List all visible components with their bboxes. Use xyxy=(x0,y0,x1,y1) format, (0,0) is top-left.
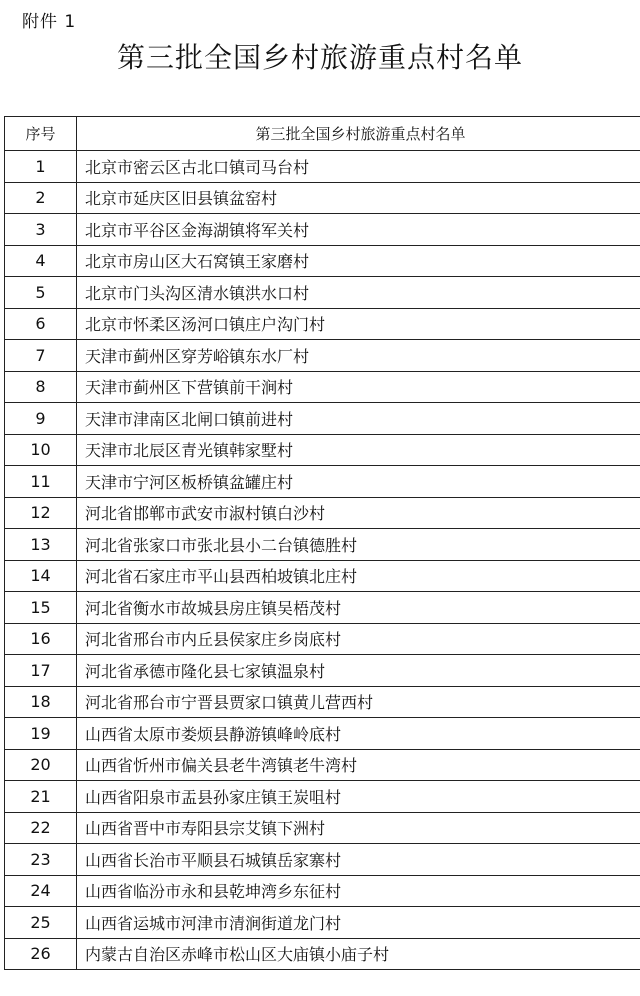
row-number: 13 xyxy=(5,529,77,561)
table-row xyxy=(5,812,640,844)
village-name: 内蒙古自治区赤峰市松山区大庙镇小庙子村 xyxy=(77,938,640,970)
village-name: 山西省太原市娄烦县静游镇峰岭底村 xyxy=(77,718,640,750)
row-number: 6 xyxy=(5,308,77,340)
table-row xyxy=(5,403,640,435)
village-name: 山西省运城市河津市清涧街道龙门村 xyxy=(77,907,640,939)
row-number: 24 xyxy=(5,875,77,907)
table-row xyxy=(5,245,640,277)
village-name: 天津市蓟州区穿芳峪镇东水厂村 xyxy=(77,340,640,372)
row-number: 26 xyxy=(5,938,77,970)
row-number: 25 xyxy=(5,907,77,939)
village-name: 山西省阳泉市盂县孙家庄镇王炭咀村 xyxy=(77,781,640,813)
table-body xyxy=(5,151,640,970)
table-row xyxy=(5,749,640,781)
table-row xyxy=(5,214,640,246)
column-header-number: 序号 xyxy=(5,117,77,151)
table-row xyxy=(5,497,640,529)
table-row xyxy=(5,340,640,372)
row-number: 17 xyxy=(5,655,77,687)
village-name: 北京市延庆区旧县镇盆窑村 xyxy=(77,182,640,214)
row-number: 21 xyxy=(5,781,77,813)
table-row xyxy=(5,938,640,970)
village-name: 北京市房山区大石窝镇王家磨村 xyxy=(77,245,640,277)
village-name: 天津市蓟州区下营镇前干涧村 xyxy=(77,371,640,403)
column-header-village-name: 第三批全国乡村旅游重点村名单 xyxy=(77,117,640,151)
row-number: 1 xyxy=(5,151,77,183)
row-number: 16 xyxy=(5,623,77,655)
row-number: 2 xyxy=(5,182,77,214)
village-name: 山西省忻州市偏关县老牛湾镇老牛湾村 xyxy=(77,749,640,781)
village-name: 山西省晋中市寿阳县宗艾镇下洲村 xyxy=(77,812,640,844)
row-number: 9 xyxy=(5,403,77,435)
row-number: 8 xyxy=(5,371,77,403)
table-row xyxy=(5,718,640,750)
table-row xyxy=(5,781,640,813)
village-name: 河北省邢台市内丘县侯家庄乡岗底村 xyxy=(77,623,640,655)
row-number: 18 xyxy=(5,686,77,718)
document-title: 第三批全国乡村旅游重点村名单 xyxy=(116,41,523,74)
village-name: 天津市宁河区板桥镇盆罐庄村 xyxy=(77,466,640,498)
table-row xyxy=(5,655,640,687)
village-name: 北京市怀柔区汤河口镇庄户沟门村 xyxy=(77,308,640,340)
table-row xyxy=(5,371,640,403)
village-name: 北京市平谷区金海湖镇将军关村 xyxy=(77,214,640,246)
table-row xyxy=(5,466,640,498)
row-number: 20 xyxy=(5,749,77,781)
table-row xyxy=(5,529,640,561)
row-number: 11 xyxy=(5,466,77,498)
village-list-table xyxy=(4,116,640,970)
village-name: 河北省张家口市张北县小二台镇德胜村 xyxy=(77,529,640,561)
row-number: 12 xyxy=(5,497,77,529)
table-row xyxy=(5,844,640,876)
village-name: 北京市门头沟区清水镇洪水口村 xyxy=(77,277,640,309)
row-number: 4 xyxy=(5,245,77,277)
table-row xyxy=(5,308,640,340)
village-name: 河北省承德市隆化县七家镇温泉村 xyxy=(77,655,640,687)
table-header-row xyxy=(5,117,640,151)
row-number: 3 xyxy=(5,214,77,246)
village-name: 天津市北辰区青光镇韩家墅村 xyxy=(77,434,640,466)
table-row xyxy=(5,907,640,939)
attachment-label: 附件 1 xyxy=(22,12,77,32)
row-number: 14 xyxy=(5,560,77,592)
table-row xyxy=(5,151,640,183)
village-name: 河北省衡水市故城县房庄镇吴梧茂村 xyxy=(77,592,640,624)
row-number: 19 xyxy=(5,718,77,750)
row-number: 7 xyxy=(5,340,77,372)
table-row xyxy=(5,623,640,655)
table-row xyxy=(5,434,640,466)
table-row xyxy=(5,875,640,907)
village-name: 山西省临汾市永和县乾坤湾乡东征村 xyxy=(77,875,640,907)
row-number: 10 xyxy=(5,434,77,466)
village-name: 山西省长治市平顺县石城镇岳家寨村 xyxy=(77,844,640,876)
row-number: 23 xyxy=(5,844,77,876)
row-number: 5 xyxy=(5,277,77,309)
village-name: 天津市津南区北闸口镇前进村 xyxy=(77,403,640,435)
village-name: 河北省石家庄市平山县西柏坡镇北庄村 xyxy=(77,560,640,592)
table-row xyxy=(5,592,640,624)
table-row xyxy=(5,277,640,309)
row-number: 15 xyxy=(5,592,77,624)
row-number: 22 xyxy=(5,812,77,844)
table-row xyxy=(5,560,640,592)
table-row xyxy=(5,686,640,718)
village-name: 北京市密云区古北口镇司马台村 xyxy=(77,151,640,183)
village-name: 河北省邯郸市武安市淑村镇白沙村 xyxy=(77,497,640,529)
table-row xyxy=(5,182,640,214)
village-name: 河北省邢台市宁晋县贾家口镇黄儿营西村 xyxy=(77,686,640,718)
